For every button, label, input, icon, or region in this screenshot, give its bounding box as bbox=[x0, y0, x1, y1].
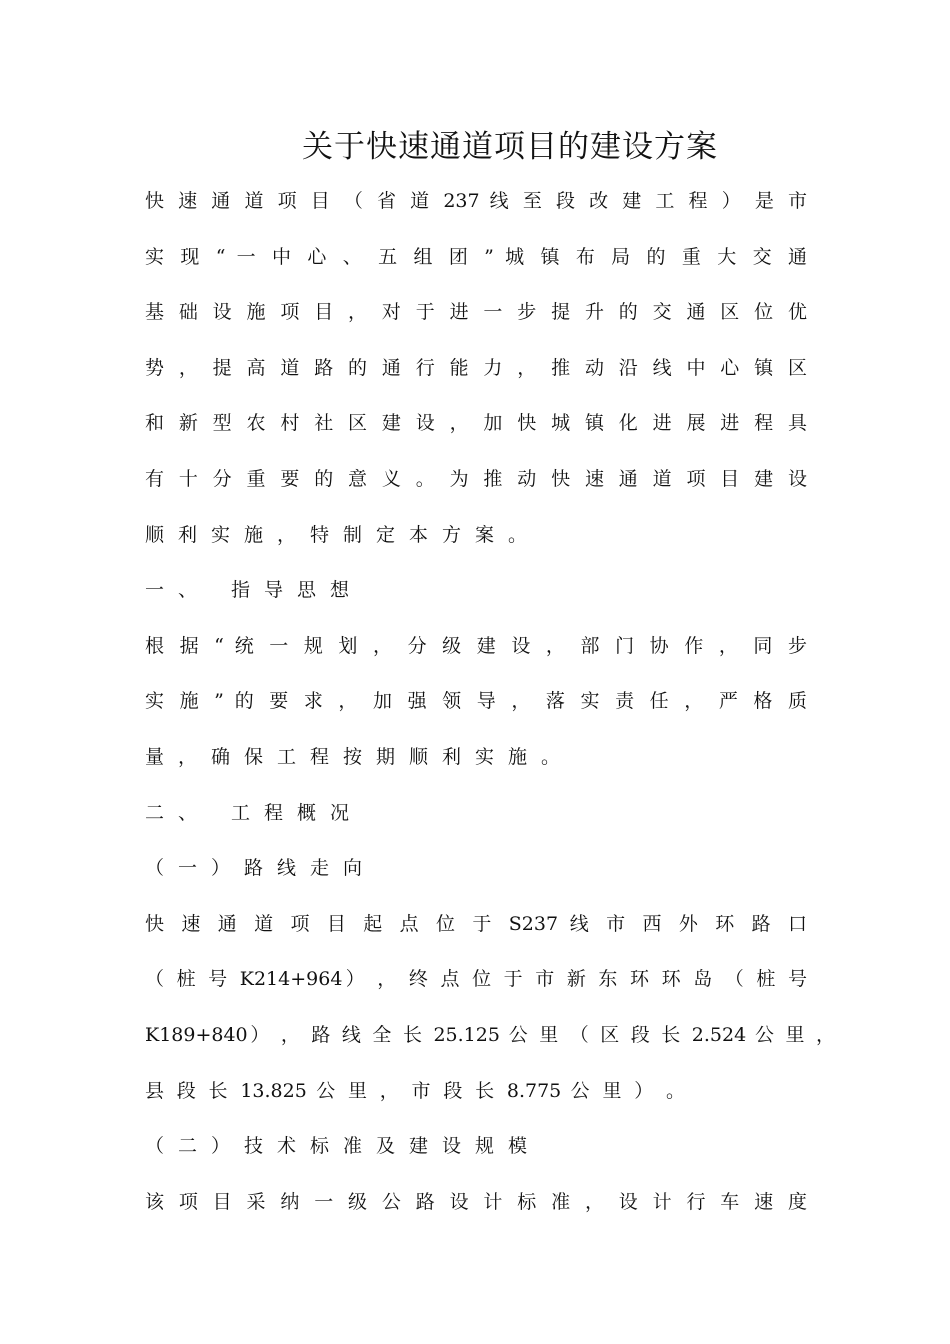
paragraph-line: 根 据 “ 统 一 规 划 ， 分 级 建 设 ， 部 门 协 作 ， 同 步 bbox=[145, 634, 807, 657]
document-body bbox=[145, 180, 865, 1236]
subsection-heading: （一）路线走向 bbox=[145, 857, 377, 880]
paragraph-line: 基 础 设 施 项 目 ， 对 于 进 一 步 提 升 的 交 通 区 位 优 bbox=[145, 301, 807, 324]
paragraph-line: K189+840） ， 路 线 全 长 25.125 公 里 （ 区 段 长 2.524 公 里 ， bbox=[145, 1023, 835, 1046]
paragraph-line: 有 十 分 重 要 的 意 义 。 为 推 动 快 速 通 道 项 目 建 设 bbox=[145, 467, 807, 490]
paragraph-line: 该 项 目 采 纳 一 级 公 路 设 计 标 准 ， 设 计 行 车 速 度 bbox=[145, 1190, 807, 1213]
paragraph-line: 快 速 通 道 项 目 起 点 位 于 S237 线 市 西 外 环 路 口 bbox=[145, 912, 807, 935]
paragraph-line: 实 现 “ 一 中 心 、 五 组 团 ” 城 镇 布 局 的 重 大 交 通 bbox=[145, 245, 807, 268]
paragraph-line: 和 新 型 农 村 社 区 建 设 ， 加 快 城 镇 化 进 展 进 程 具 bbox=[145, 412, 807, 435]
document-title: 关于快速通道项目的建设方案 bbox=[302, 129, 718, 165]
section-heading: 一、 指导思想 bbox=[145, 579, 364, 602]
paragraph-line: 快 速 通 道 项 目 （ 省 道 237 线 至 段 改 建 工 程 ） 是 市 bbox=[145, 190, 807, 212]
paragraph-line: 量，确保工程按期顺利实施。 bbox=[145, 745, 575, 768]
paragraph-line: 顺利实施，特制定本方案。 bbox=[145, 523, 542, 546]
paragraph-line: 势 ， 提 高 道 路 的 通 行 能 力 ， 推 动 沿 线 中 心 镇 区 bbox=[145, 356, 807, 379]
section-heading: 二、 工程概况 bbox=[145, 801, 364, 824]
paragraph-line: 县 段 长 13.825 公 里 ， 市 段 长 8.775 公 里 ） 。 bbox=[145, 1079, 685, 1102]
paragraph-line: （ 桩 号 K214+964） ， 终 点 位 于 市 新 东 环 环 岛 （ 桩 号 bbox=[145, 968, 807, 991]
paragraph-line: 实 施 ” 的 要 求 ， 加 强 领 导 ， 落 实 责 任 ， 严 格 质 bbox=[145, 690, 807, 713]
subsection-heading: （二）技术标准及建设规模 bbox=[145, 1135, 542, 1158]
